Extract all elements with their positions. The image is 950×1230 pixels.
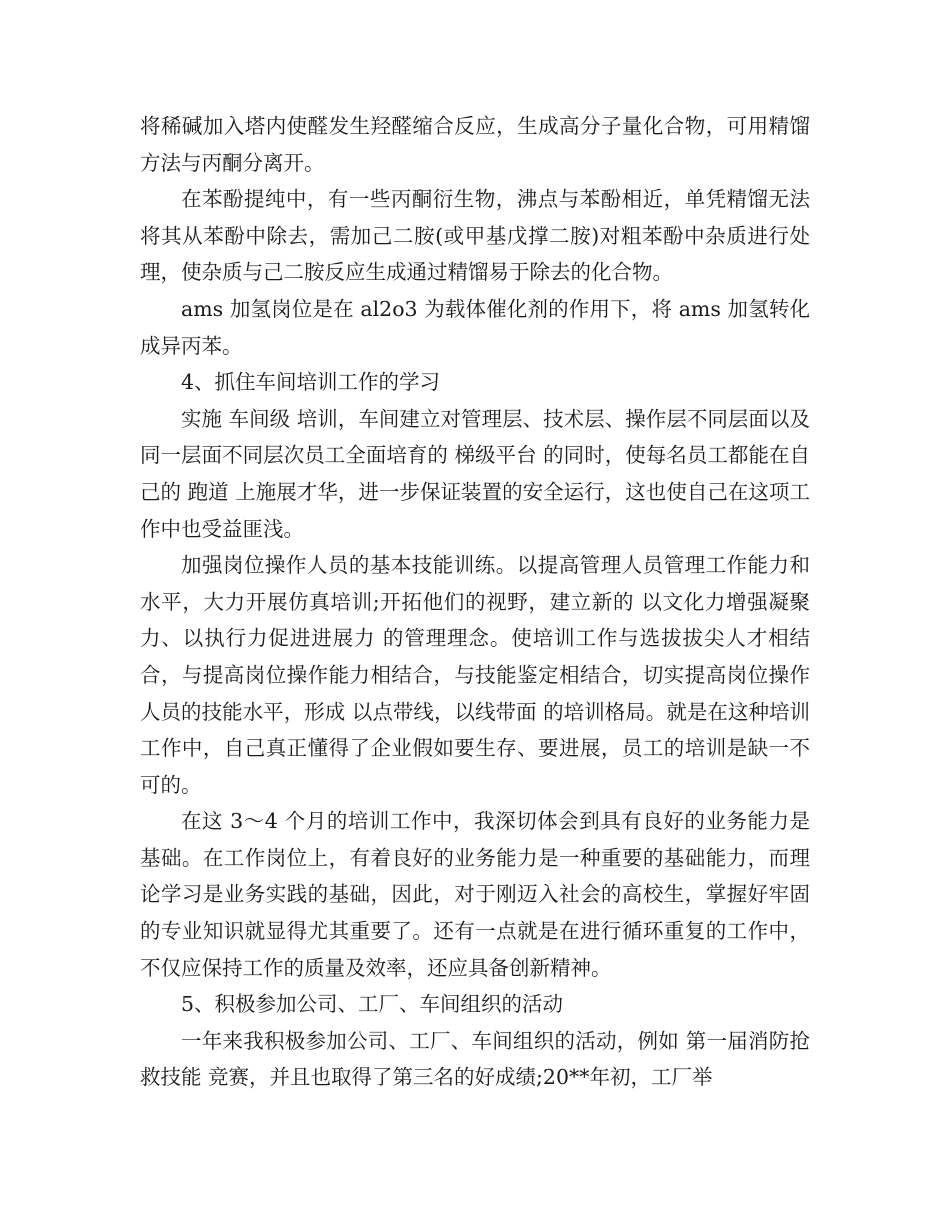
section-heading-workshop-training: 4、抓住车间培训工作的学习 [181,370,441,395]
paragraph-activities: 一年来我积极参加公司、工厂、车间组织的活动，例如 第一届消防抢救技能 竞赛，并且也取得了第三名的好成绩;20**年初，工厂举 [140,1028,810,1090]
paragraph-ams-hydrogenation: ams 加氢岗位是在 al2o3 为载体催化剂的作用下，将 ams 加氢转化成异丙苯。 [140,296,810,358]
section-heading-activities: 5、积极参加公司、工厂、车间组织的活动 [181,992,564,1017]
paragraph-aldol-condensation: 将稀碱加入塔内使醛发生羟醛缩合反应，生成高分子量化合物，可用精馏方法与丙酮分离开。 [140,114,810,175]
document-body [140,108,810,1096]
paragraph-training-reflection: 在这 3～4 个月的培训工作中，我深切体会到具有良好的业务能力是基础。在工作岗位上，有着良好的业务能力是一种重要的基础能力，而理论学习是业务实践的基础，因此，对于刚迈入社会的高校生，掌握好牢固的专业知识就显得尤其重要了。还有一点就是在进行循环重复的工作中，不仅应保持工作的质量及效率，还应具备创新精神。 [140,809,810,980]
paragraph-workshop-training: 实施 车间级 培训，车间建立对管理层、技术层、操作层不同层面以及同一层面不同层次员工全面培育的 梯级平台 的同时，使每名员工都能在自己的 跑道 上施展才华，进一步保证装置的安全运行，这也使自己在这项工作中也受益匪浅。 [140,406,810,541]
paragraph-phenol-purification: 在苯酚提纯中，有一些丙酮衍生物，沸点与苯酚相近，单凭精馏无法将其从苯酚中除去，需加己二胺(或甲基戊撑二胺)对粗苯酚中杂质进行处理，使杂质与己二胺反应生成通过精馏易于除去的化合物。 [140,187,810,285]
paragraph-skill-training: 加强岗位操作人员的基本技能训练。以提高管理人员管理工作能力和水平，大力开展仿真培训;开拓他们的视野，建立新的 以文化力增强凝聚力、以执行力促进进展力 的管理理念。使培训工作与选拔拔尖人才相结合，与提高岗位操作能力相结合，与技能鉴定相结合，切实提高岗位操作人员的技能水平，形成 以点带线，以线带面 的培训格局。就是在这种培训工作中，自己真正懂得了企业假如要生存、要进展，员工的培训是缺一不可的。 [140,553,810,797]
